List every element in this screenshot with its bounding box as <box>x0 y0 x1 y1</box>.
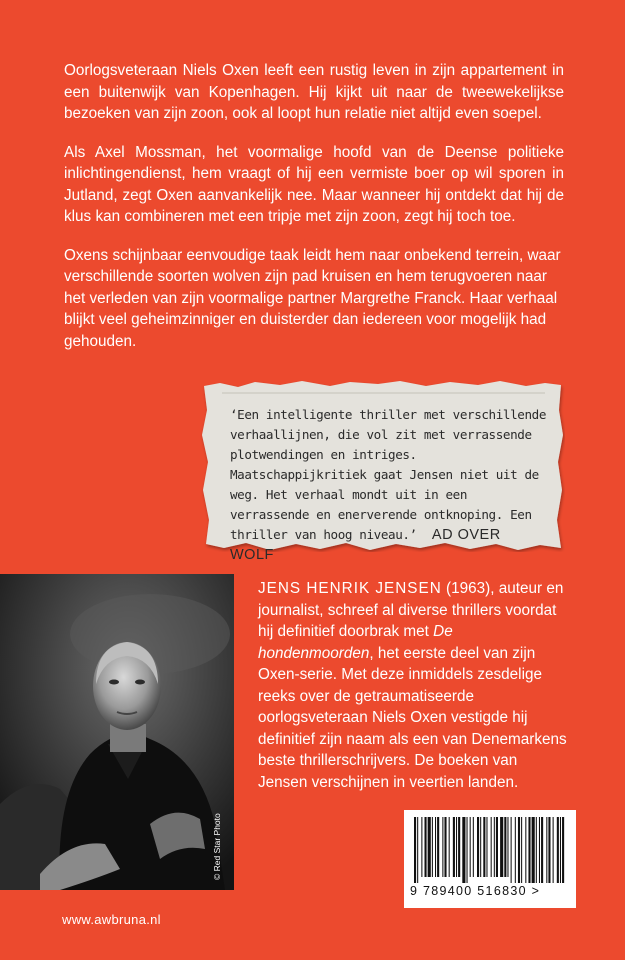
newspaper-clipping <box>200 380 565 563</box>
barcode-bar <box>541 817 543 883</box>
barcode-bar <box>435 817 436 877</box>
author-name: JENS HENRIK JENSEN <box>258 580 442 597</box>
publisher-website: www.awbruna.nl <box>62 912 161 927</box>
barcode-bar <box>511 817 512 883</box>
barcode-bar <box>480 817 481 877</box>
blurb-paragraph-3: Oxens schijnbaar eenvoudige taak leidt hem naar onbekend terrein, waar verschillende soorten wolven zijn pad kruisen en hem terugvoeren naar het verleden van zijn voormalige partner Margrethe Franck. Haar verhaal blijkt veel geheimzinniger en duisterder dan iedereen voor mogelijk had gehouden. <box>64 246 561 350</box>
review-quote-text: ‘Een intelligente thriller met verschillende verhaallijnen, die vol zit met verrassende plotwendingen en intriges. Maatschappijkritiek gaat Jensen niet uit de weg. Het verhaal mondt uit in een verrassende en enerverende ontknoping. Een thriller van hoog niveau.’ <box>230 407 547 542</box>
back-cover-blurb <box>64 60 564 369</box>
author-bio <box>258 578 568 793</box>
photo-credit: © Red Star Photo <box>212 813 222 880</box>
barcode-bar <box>428 817 431 877</box>
isbn-barcode <box>404 810 576 908</box>
barcode-bar <box>421 817 422 877</box>
barcode-bar <box>500 817 503 877</box>
author-bio-text-1: auteur en journalist, schreef al diverse thrillers voordat hij definitief doorbrak met <box>258 580 564 640</box>
barcode-bar <box>458 817 460 877</box>
author-portrait-illustration <box>0 574 234 890</box>
barcode-bar <box>462 817 465 883</box>
review-source: AD OVER WOLF <box>230 527 501 563</box>
blurb-paragraph-1: Oorlogsveteraan Niels Oxen leeft een rustig leven in zijn appartement in een buitenwijk van Kopenhagen. Hij kijkt uit naar de tweewekelijkse bezoeken van zijn zoon, ook al loopt hun relatie niet altijd even soepel. <box>64 62 564 122</box>
barcode-bar <box>417 817 418 883</box>
book-title: De hondenmoorden <box>258 623 453 662</box>
barcode-bar <box>425 817 427 877</box>
barcode-bar <box>560 817 561 883</box>
barcode-bar <box>467 817 468 883</box>
barcode-bar <box>486 817 487 877</box>
barcode-bar <box>473 817 474 877</box>
review-quote <box>230 405 548 565</box>
barcode-bar <box>449 817 450 877</box>
barcode-bar <box>518 817 520 883</box>
barcode-bar <box>562 817 564 883</box>
barcode-bar <box>437 817 439 877</box>
barcode-bar <box>483 817 485 877</box>
author-photo <box>0 574 234 890</box>
author-birth-year: (1963), <box>446 580 495 597</box>
barcode-bar <box>491 817 492 877</box>
barcode-bar <box>521 817 522 883</box>
blurb-paragraph-2: Als Axel Mossman, het voormalige hoofd van de Deense politieke inlichtingendienst, hem vraagt of hij een vermiste boer op wil sporen in Jutland, zegt Oxen aanvankelijk nee. Maar wanneer hij ontdekt dat hij de klus kan combineren met een tripje met zijn zoon, zegt hij toch toe. <box>64 143 564 225</box>
barcode-bar <box>557 817 559 883</box>
barcode-bars <box>412 817 568 883</box>
barcode-bar <box>477 817 479 877</box>
barcode-bar <box>507 817 508 877</box>
barcode-bar <box>494 817 495 877</box>
barcode-bar <box>414 817 416 883</box>
barcode-bar <box>432 817 433 877</box>
barcode-bar <box>504 817 506 877</box>
barcode-bar <box>539 817 540 883</box>
barcode-bar <box>496 817 498 877</box>
barcode-bar <box>528 817 530 883</box>
barcode-bar <box>444 817 446 877</box>
barcode-bar <box>536 817 537 883</box>
barcode-bar <box>453 817 455 877</box>
barcode-bar <box>546 817 547 883</box>
barcode-bar <box>525 817 526 883</box>
isbn-number: 9 789400 516830 > <box>410 884 541 898</box>
barcode-bar <box>470 817 471 877</box>
barcode-bar <box>532 817 535 883</box>
barcode-bar <box>548 817 550 883</box>
author-bio-text-2: , het eerste deel van zijn Oxen-serie. Met deze inmiddels zesdelige reeks over de getraumatiseerde oorlogsveteraan Niels Oxen vestigde hij definitief zijn naam als een van Denemarkens beste thrillerschrijvers. De boeken van Jensen verschijnen in veertien landen. <box>258 644 567 791</box>
barcode-bar <box>553 817 554 883</box>
barcode-bar <box>515 817 516 883</box>
barcode-bar <box>442 817 443 877</box>
barcode-bar <box>456 817 457 877</box>
